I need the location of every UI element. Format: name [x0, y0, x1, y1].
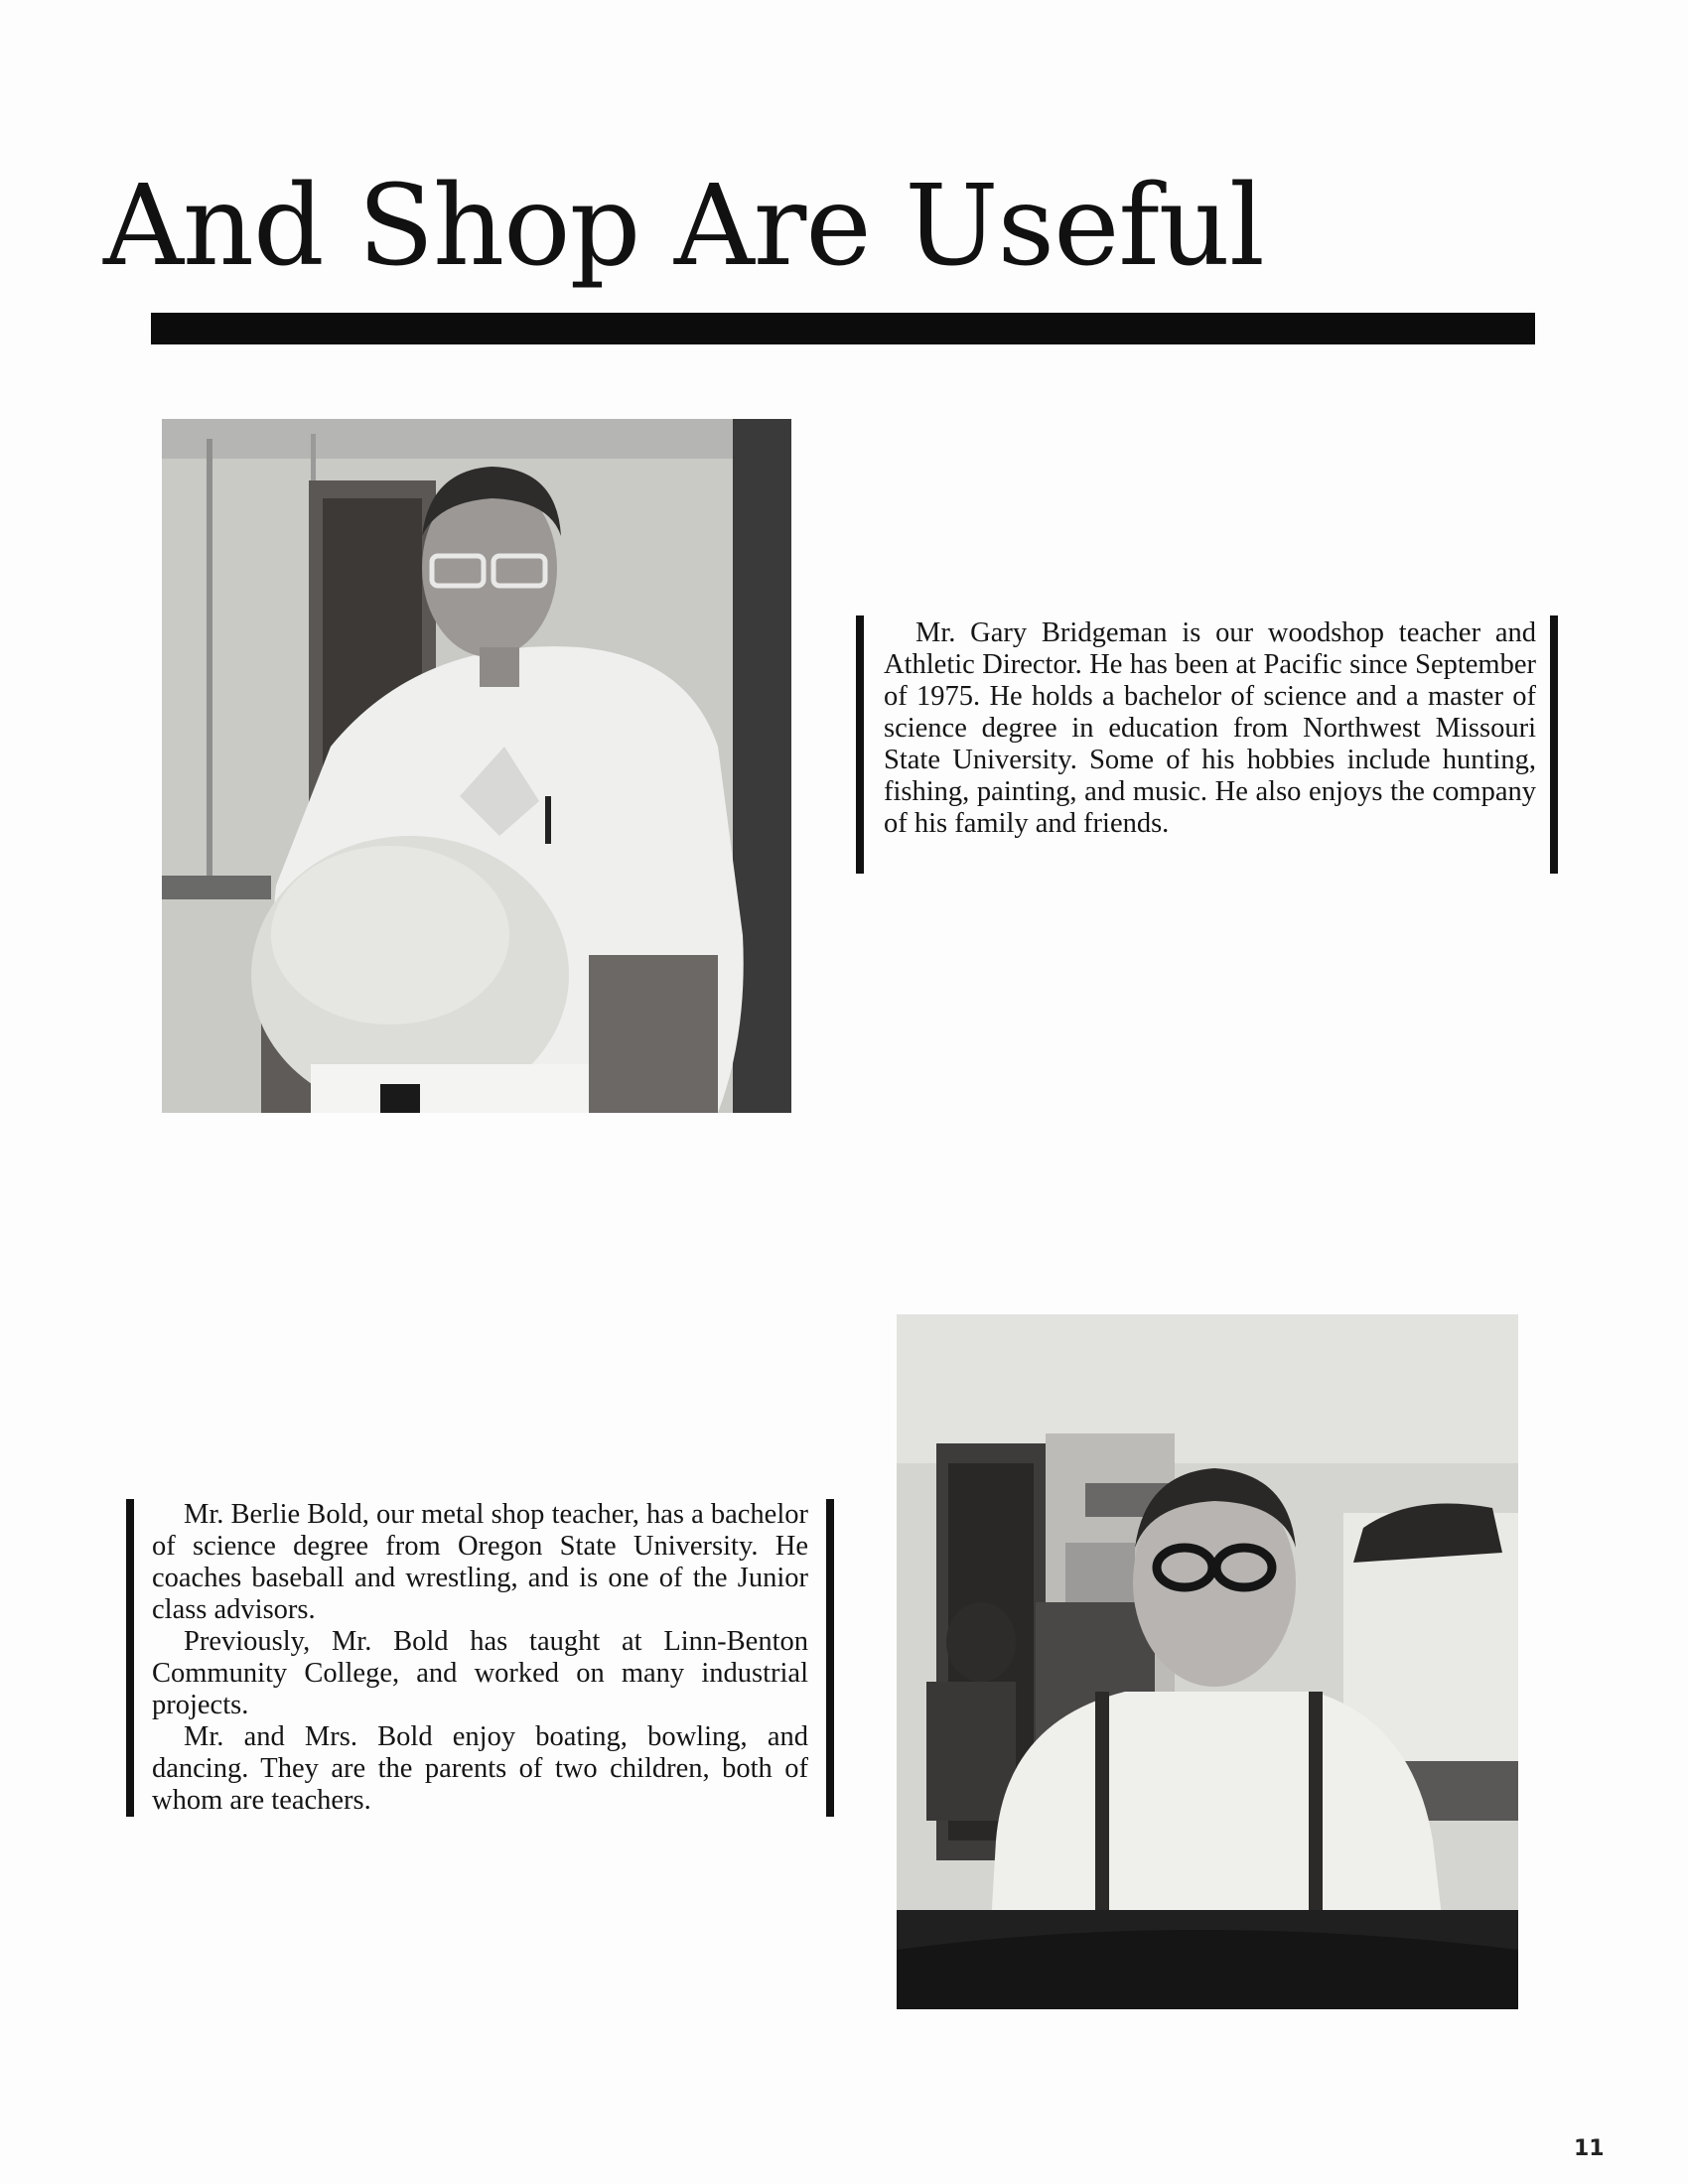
bio-paragraph: Mr. Gary Bridgeman is our woodshop teacher and Athletic Director. He has been at Pacific since September of 1975. He holds a bachelor of science and a master of science degree in education from Northwest Missouri State University. Some of his hobbies include hunting, fishing, painting, and music. He also enjoys the company of his family and friends. — [884, 617, 1536, 839]
woodshop-teacher-bio — [856, 615, 1558, 874]
woodshop-teacher-photo — [162, 419, 791, 1113]
metal-shop-teacher-photo-image — [897, 1314, 1518, 2009]
bio-paragraph: Previously, Mr. Bold has taught at Linn-Benton Community College, and worked on many industrial projects. — [152, 1626, 808, 1720]
bio-paragraph: Mr. Berlie Bold, our metal shop teacher, has a bachelor of science degree from Oregon State University. He coaches baseball and wrestling, and is one of the Junior class advisors. — [152, 1499, 808, 1625]
metal-shop-teacher-photo — [897, 1314, 1518, 2009]
woodshop-teacher-photo-image — [162, 419, 791, 1113]
metal-shop-teacher-bio — [126, 1499, 834, 1817]
page-number: 11 — [1574, 2136, 1605, 2161]
page-title: And Shop Are Useful — [103, 162, 1264, 291]
title-rule — [151, 313, 1535, 344]
bio-paragraph: Mr. and Mrs. Bold enjoy boating, bowling, and dancing. They are the parents of two children, both of whom are teachers. — [152, 1721, 808, 1816]
